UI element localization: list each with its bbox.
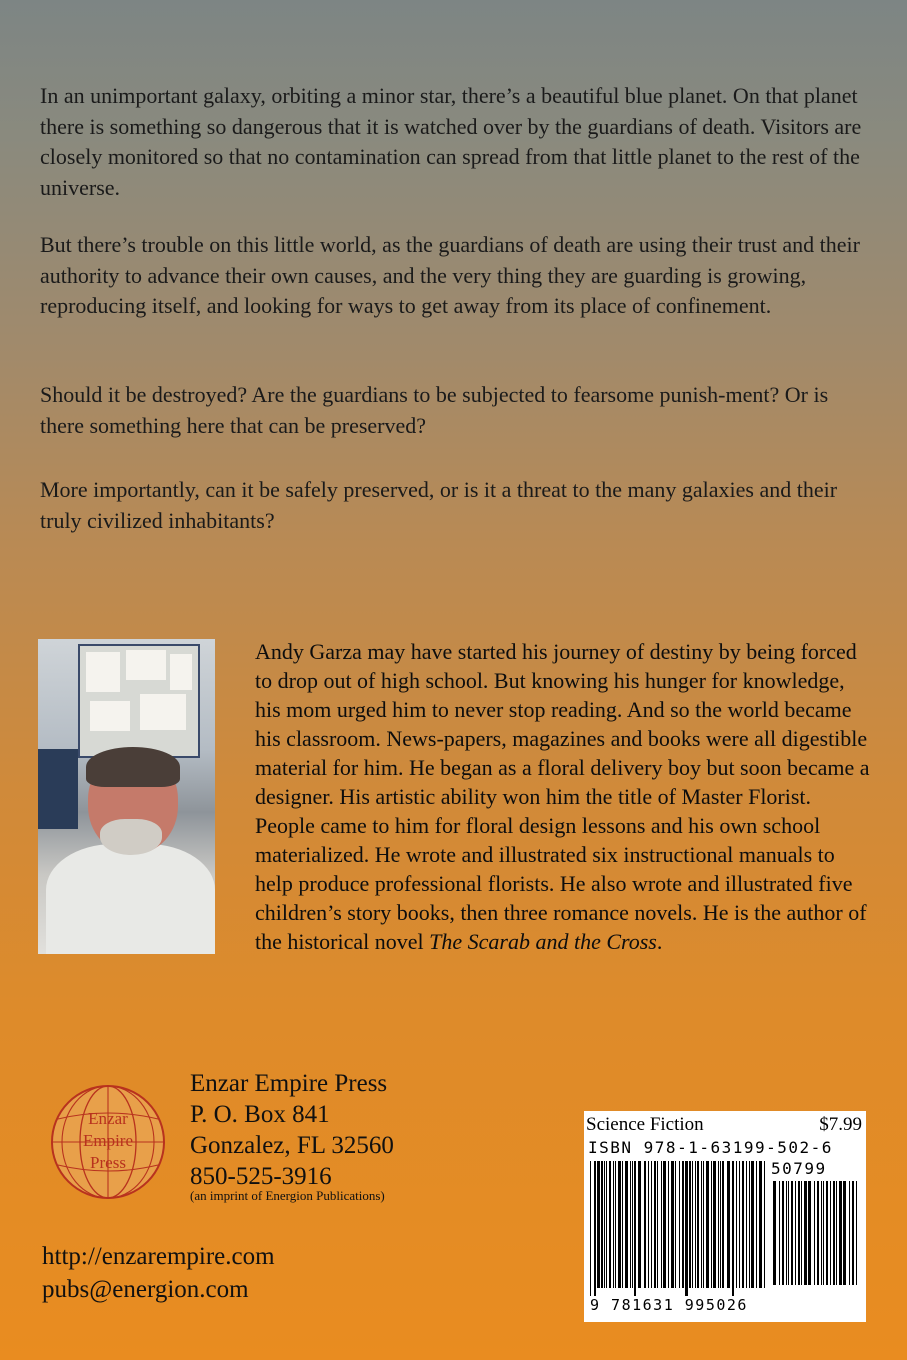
publisher-email: pubs@energion.com: [42, 1276, 249, 1303]
barcode-bar: [657, 1161, 658, 1288]
barcode-digits: 9 781631 995026: [590, 1296, 748, 1314]
barcode-bar: [685, 1161, 688, 1296]
barcode-bar: [601, 1161, 603, 1288]
publisher-name: Enzar Empire Press: [190, 1070, 388, 1097]
addon-label: 50799: [771, 1159, 827, 1178]
barcode-bar: [746, 1161, 747, 1288]
barcode-bar: [833, 1181, 835, 1285]
publisher-address-2: Gonzalez, FL 32560: [190, 1132, 394, 1159]
barcode-bar: [706, 1161, 709, 1288]
blurb-text: Should it be destroyed? Are the guardians to be subjected to fearsome punish-ment? Or is there something here that can be preserved?: [40, 382, 829, 438]
barcode-bar: [675, 1161, 676, 1288]
barcode-bar: [782, 1181, 784, 1285]
barcode-bar: [638, 1161, 641, 1288]
barcode-bar: [801, 1181, 802, 1285]
barcode-bar: [682, 1161, 684, 1288]
barcode-bar: [852, 1181, 854, 1285]
ean-barcode: [588, 1161, 768, 1296]
blurb-text: More importantly, can it be safely preserved, or is it a threat to the many galaxies and their truly civilized inhabitants?: [40, 477, 838, 533]
barcode-bar: [609, 1161, 611, 1288]
blurb-paragraph-2: [40, 230, 870, 322]
publisher-logo: [48, 1083, 168, 1201]
barcode-bar: [779, 1181, 780, 1285]
addon-barcode: [771, 1181, 861, 1293]
barcode-bar: [632, 1161, 633, 1288]
barcode-bar: [590, 1161, 591, 1296]
barcode-bar: [689, 1161, 691, 1288]
barcode-bar: [663, 1161, 666, 1288]
barcode-bar: [651, 1161, 652, 1288]
barcode-bar: [843, 1181, 846, 1285]
publisher-info: [190, 1068, 394, 1204]
barcode-bar: [648, 1161, 649, 1288]
isbn-label: ISBN 978-1-63199-502-6: [588, 1138, 833, 1157]
publisher-phone: 850-525-3916: [190, 1163, 332, 1190]
barcode-bar: [856, 1181, 857, 1285]
barcode-bar: [788, 1181, 789, 1285]
barcode-bar: [808, 1181, 811, 1285]
barcode-bar: [644, 1161, 646, 1288]
barcode-bar: [817, 1181, 819, 1285]
publisher-imprint: (an imprint of Energion Publications): [190, 1188, 385, 1203]
blurb-text: In an unimportant galaxy, orbiting a minor star, there’s a beautiful blue planet. On that planet there is something so dangerous that it is watched over by the guardians of death. Visitors are closely monitored so that no contamination can spread from that little planet to the rest of the universe.: [40, 83, 862, 200]
barcode-bar: [830, 1181, 831, 1285]
barcode-bar: [823, 1181, 824, 1285]
barcode-bar: [786, 1181, 787, 1285]
blurb-paragraph-3: [40, 380, 870, 441]
barcode-bar: [630, 1161, 631, 1288]
barcode-bar: [654, 1161, 656, 1288]
barcode-block: [584, 1111, 866, 1322]
barcode-bar: [739, 1161, 740, 1288]
barcode-bar: [764, 1161, 765, 1288]
barcode-bar: [606, 1161, 607, 1288]
barcode-bar: [615, 1161, 616, 1288]
barcode-bar: [613, 1161, 614, 1288]
barcode-bar: [618, 1161, 621, 1288]
barcode-bar: [759, 1161, 762, 1288]
genre-label: Science Fiction: [586, 1114, 704, 1135]
logo-word-3: Press: [90, 1153, 126, 1172]
barcode-bar: [826, 1181, 828, 1285]
barcode-bar: [671, 1161, 674, 1288]
barcode-bar: [711, 1161, 712, 1288]
barcode-bar: [756, 1161, 757, 1288]
barcode-bar: [695, 1161, 696, 1288]
author-bio-text: Andy Garza may have started his journey of destiny by being forced to drop out of high school. But knowing his hunger for knowledge, his mom urged him to never stop reading. And so the world became his classroom. News-papers, magazines and books were all digestible material for him. He began as a floral delivery boy but soon became a designer. His artistic ability won him the title of Master Florist. People came to him for floral design lessons and his own school materialized. He wrote and illustrated six instructional manuals to help produce professional florists. He also wrote and illustrated five children’s story books, then three romance novels. He is the author of the historical novel: [255, 639, 870, 954]
barcode-bar: [697, 1161, 699, 1288]
barcode-bar: [692, 1161, 693, 1288]
barcode-bar: [804, 1181, 807, 1285]
barcode-bar: [742, 1161, 744, 1288]
barcode-bar: [622, 1161, 623, 1288]
barcode-bar: [703, 1161, 704, 1288]
barcode-bar: [836, 1181, 837, 1285]
publisher-web: [42, 1240, 275, 1306]
barcode-bar: [751, 1161, 754, 1288]
barcode-bar: [773, 1181, 776, 1285]
publisher-website: http://enzarempire.com: [42, 1243, 275, 1270]
barcode-bar: [604, 1161, 605, 1288]
barcode-bar: [661, 1161, 662, 1288]
barcode-bar: [814, 1181, 815, 1285]
barcode-bar: [625, 1161, 628, 1288]
logo-word-1: Enzar: [88, 1109, 128, 1128]
barcode-bar: [594, 1161, 596, 1296]
barcode-bar: [597, 1161, 600, 1288]
barcode-bar: [701, 1161, 702, 1288]
author-bio: [40, 637, 870, 963]
blurb-text: But there’s trouble on this little world, as the guardians of death are using their trust and their authority to advance their own causes, and the very thing they are guarding is growing, reproducing itself, and looking for ways to get away from its place of confinement.: [40, 232, 860, 318]
blurb-paragraph-4: [40, 475, 870, 536]
barcode-header: [584, 1114, 866, 1140]
barcode-bar: [791, 1181, 793, 1285]
author-bio-end: .: [656, 929, 663, 954]
logo-word-2: Empire: [82, 1131, 134, 1150]
barcode-bar: [798, 1181, 800, 1285]
barcode-bar: [736, 1161, 737, 1288]
barcode-bar: [749, 1161, 750, 1288]
barcode-bar: [668, 1161, 669, 1288]
barcode-bar: [727, 1161, 730, 1288]
barcode-bar: [713, 1161, 716, 1288]
barcode-bar: [720, 1161, 721, 1288]
blurb-paragraph-1: [40, 81, 870, 203]
barcode-bar: [795, 1181, 796, 1285]
barcode-bar: [821, 1181, 822, 1285]
publisher-address-1: P. O. Box 841: [190, 1101, 330, 1128]
barcode-bar: [732, 1161, 734, 1296]
barcode-bar: [839, 1181, 842, 1285]
barcode-bar: [849, 1181, 850, 1285]
barcode-bar: [679, 1161, 680, 1288]
book-title: The Scarab and the Cross: [429, 929, 657, 954]
barcode-bar: [722, 1161, 724, 1288]
barcode-bar: [718, 1161, 719, 1288]
price-label: $7.99: [819, 1114, 862, 1135]
barcode-bar: [634, 1161, 636, 1296]
